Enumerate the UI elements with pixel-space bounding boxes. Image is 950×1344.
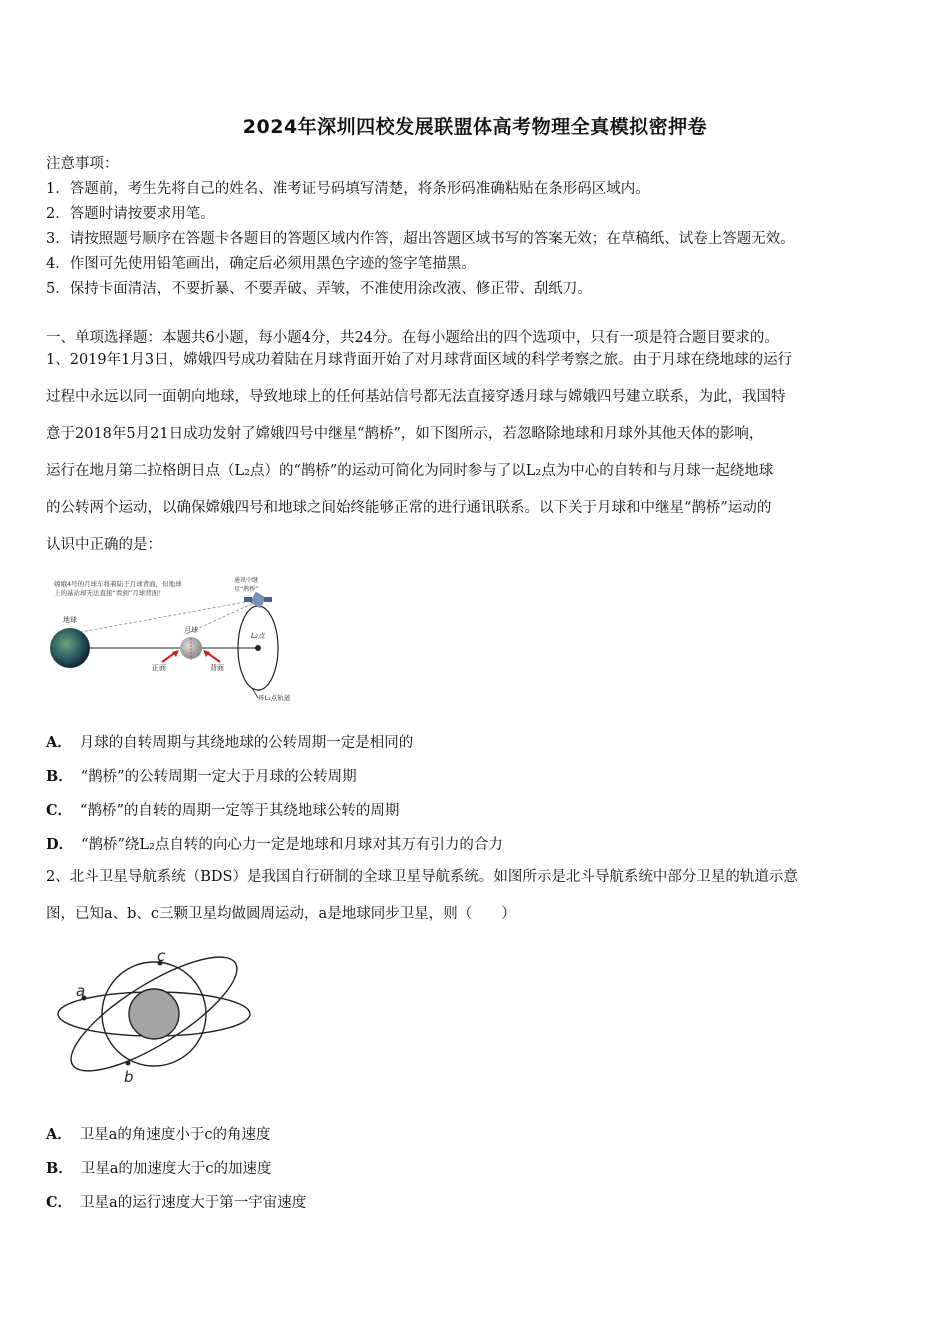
option-b bbox=[46, 765, 357, 786]
question-1-line: 1、2019年1月3日，嫦娥四号成功着陆在月球背面开始了对月球背面区域的科学考察之旅。由于月球在绕地球的运行 bbox=[46, 352, 793, 368]
relay-label: 通讯中继 bbox=[234, 577, 259, 584]
notice-item: 5．保持卡面清洁，不要折暴、不要弄破、弄皱，不准使用涂改液、修正带、刮纸刀。 bbox=[46, 281, 592, 297]
figure-caption-line: 嫦娥4号的月球车将着陆于月球背面，但地球 bbox=[54, 580, 182, 588]
option-letter: A． bbox=[46, 1126, 72, 1143]
earth-label: 地球 bbox=[63, 616, 77, 624]
question-1 bbox=[46, 342, 906, 564]
option-d bbox=[46, 833, 503, 854]
earth-icon bbox=[129, 989, 179, 1039]
earth-moon-l2-figure bbox=[46, 572, 306, 704]
option-text: 卫星a的角速度小于c的角速度 bbox=[79, 1127, 271, 1143]
option-letter: C． bbox=[46, 802, 73, 819]
satellite-b-dot bbox=[126, 1061, 131, 1066]
label-c: c bbox=[157, 947, 166, 965]
notice-heading: 注意事项： bbox=[46, 156, 119, 172]
question-1-line: 意于2018年5月21日成功发射了嫦娥四号中继星“鹊桥”，如下图所示，若忽略除地球和月球外其他天体的影响， bbox=[46, 426, 764, 442]
option-a bbox=[46, 731, 413, 752]
option-b bbox=[46, 1157, 272, 1178]
option-letter: C． bbox=[46, 1194, 73, 1211]
option-letter: A． bbox=[46, 734, 72, 751]
question-1-line: 运行在地月第二拉格朗日点（L₂点）的“鹊桥”的运动可简化为同时参与了以L₂点为中心的自转和与月球一起绕地球 bbox=[46, 463, 774, 479]
option-text: 月球的自转周期与其绕地球的公转周期一定是相同的 bbox=[79, 735, 414, 751]
satellite-orbit-figure bbox=[56, 944, 260, 1086]
l2-point bbox=[255, 645, 261, 651]
label-a: a bbox=[76, 982, 86, 1000]
earth-icon bbox=[50, 628, 90, 668]
option-text: “鹊桥”的公转周期一定大于月球的公转周期 bbox=[80, 769, 357, 785]
figure-caption-line: 上的基站却无法直接“看到”月球背面！ bbox=[54, 589, 165, 597]
moon-label: 月球 bbox=[184, 626, 198, 634]
relay-satellite-icon bbox=[244, 592, 272, 608]
option-text: “鹊桥”绕L₂点自转的向心力一定是地球和月球对其万有引力的合力 bbox=[81, 837, 503, 853]
question-2-line: 2、北斗卫星导航系统（BDS）是我国自行研制的全球卫星导航系统。如图所示是北斗导航系统中部分卫星的轨道示意 bbox=[46, 869, 798, 885]
notice-item: 2．答题时请按要求用笔。 bbox=[46, 206, 215, 222]
question-1-line: 过程中永远以同一面朝向地球，导致地球上的任何基站信号都无法直接穿透月球与嫦娥四号建立联系，为此，我国特 bbox=[46, 389, 786, 405]
option-a bbox=[46, 1123, 271, 1144]
label-b: b bbox=[124, 1068, 134, 1086]
notice-item: 3．请按照题号顺序在答题卡各题目的答题区域内作答，超出答题区域书写的答案无效；在草稿纸、试卷上答题无效。 bbox=[46, 231, 795, 247]
question-2 bbox=[46, 859, 906, 933]
option-letter: B． bbox=[46, 1160, 73, 1177]
orbit-label: 环L₂点轨道 bbox=[258, 694, 291, 702]
section-heading: 一、单项选择题：本题共6小题，每小题4分，共24分。在每小题给出的四个选项中，只有一项是符合题目要求的。 bbox=[46, 330, 779, 346]
back-label: 背面 bbox=[210, 664, 224, 672]
question-1-line: 认识中正确的是： bbox=[46, 537, 162, 553]
question-2-line: 图，已知a、b、c三颗卫星均做圆周运动，a是地球同步卫星，则（ ） bbox=[46, 906, 516, 922]
option-text: 卫星a的运行速度大于第一宇宙速度 bbox=[80, 1195, 307, 1211]
notice-item: 1．答题前，考生先将自己的姓名、准考证号码填写清楚，将条形码准确粘贴在条形码区域内。 bbox=[46, 181, 650, 197]
front-label: 正面 bbox=[152, 664, 166, 672]
option-text: 卫星a的加速度大于c的加速度 bbox=[80, 1161, 272, 1177]
page-title: 2024年深圳四校发展联盟体高考物理全真模拟密押卷 bbox=[242, 116, 708, 138]
question-1-line: 的公转两个运动，以确保嫦娥四号和地球之间始终能够正常的进行通讯联系。以下关于月球和中继星“鹊桥”运动的 bbox=[46, 500, 772, 516]
option-c bbox=[46, 799, 399, 820]
option-letter: D． bbox=[46, 836, 74, 853]
option-letter: B． bbox=[46, 768, 73, 785]
relay-label: 星“鹊桥” bbox=[234, 586, 259, 593]
option-c bbox=[46, 1191, 306, 1212]
sight-line bbox=[70, 600, 256, 634]
l2-label: L₂点 bbox=[251, 632, 265, 640]
option-text: “鹊桥”的自转的周期一定等于其绕地球公转的周期 bbox=[80, 803, 400, 819]
notice-item: 4．作图可先使用铅笔画出，确定后必须用黑色字迹的签字笔描黑。 bbox=[46, 256, 476, 272]
